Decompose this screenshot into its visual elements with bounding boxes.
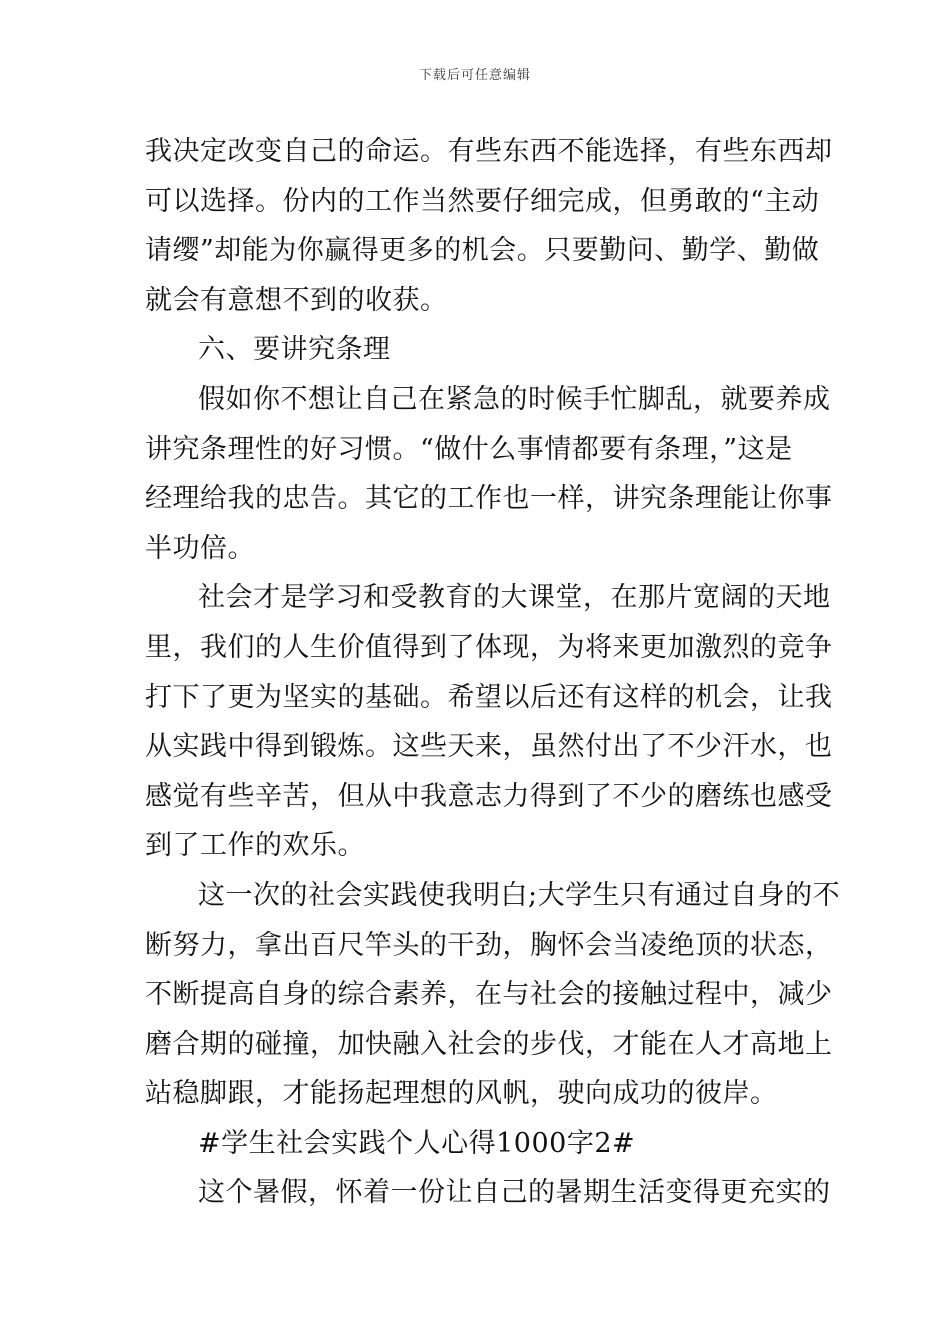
text-line: 这一次的社会实践使我明白;大学生只有通过自身的不 [198,879,841,911]
text-line: 请缨”却能为你赢得更多的机会。只要勤问、勤学、勤做 [145,235,820,267]
text-line: 磨合期的碰撞，加快融入社会的步伐，才能在人才高地上 [145,1028,833,1060]
page-header: 下载后可任意编辑 [418,68,531,83]
text-line: 感觉有些辛苦，但从中我意志力得到了不少的磨练也感受 [145,780,833,812]
text-line: 打下了更为坚实的基础。希望以后还有这样的机会，让我 [145,681,833,713]
text-line: 半功倍。 [145,532,255,564]
text-line: 讲究条理性的好习惯。“做什么事情都要有条理，”这是 [145,433,793,465]
section-heading: 六、要讲究条理 [198,334,391,366]
text-line: 社会才是学习和受教育的大课堂，在那片宽阔的天地 [198,582,831,614]
text-line: 里，我们的人生价值得到了体现，为将来更加激烈的竞争 [145,631,833,663]
text-line: 可以选择。份内的工作当然要仔细完成，但勇敢的“主动 [145,185,820,217]
text-line: 从实践中得到锻炼。这些天来，虽然付出了不少汗水，也 [145,731,833,763]
text-line: 到了工作的欢乐。 [145,830,365,862]
text-line: 假如你不想让自己在紧急的时候手忙脚乱，就要养成 [198,383,831,415]
text-line: 断努力，拿出百尺竿头的干劲，胸怀会当凌绝顶的状态， [145,929,833,961]
text-line: 我决定改变自己的命运。有些东西不能选择，有些东西却 [145,136,833,167]
text-line: 不断提高自身的综合素养，在与社会的接触过程中，减少 [145,979,833,1011]
section-title: #学生社会实践个人心得1000字2# [198,1127,636,1159]
text-line: 经理给我的忠告。其它的工作也一样，讲究条理能让你事 [145,483,833,515]
text-line: 就会有意想不到的收获。 [145,284,448,316]
text-line: 这个暑假，怀着一份让自己的暑期生活变得更充实的 [198,1177,831,1209]
document-body [145,127,841,1218]
text-line: 站稳脚跟，才能扬起理想的风帆，驶向成功的彼岸。 [145,1078,778,1110]
